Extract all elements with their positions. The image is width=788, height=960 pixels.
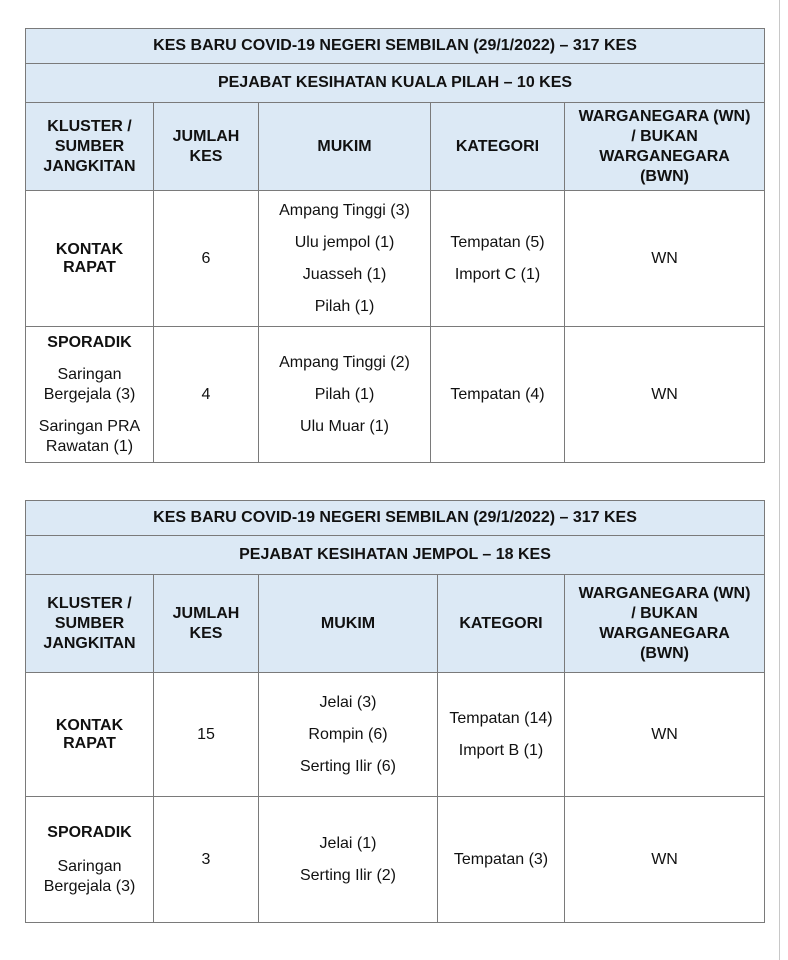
header-mukim: MUKIM [259, 575, 438, 673]
cluster-cell: SPORADIK Saringan Bergejala (3) Saringan PRA Rawatan (1) [26, 327, 154, 463]
office-title: PEJABAT KESIHATAN KUALA PILAH – 10 KES [26, 64, 765, 103]
page-edge-divider [779, 0, 780, 960]
table-title: KES BARU COVID-19 NEGERI SEMBILAN (29/1/2022) – 317 KES [26, 29, 765, 64]
table-title: KES BARU COVID-19 NEGERI SEMBILAN (29/1/2022) – 317 KES [26, 501, 765, 536]
mukim-cell: Jelai (3) Rompin (6) Serting Ilir (6) [259, 673, 438, 797]
table-row [26, 327, 765, 463]
header-warganegara: WARGANEGARA (WN) / BUKAN WARGANEGARA (BWN) [565, 575, 765, 673]
mukim-cell: Jelai (1) Serting Ilir (2) [259, 797, 438, 923]
jumlah-cell: 6 [154, 191, 259, 327]
table-row [26, 673, 765, 797]
kategori-cell: Tempatan (3) [438, 797, 565, 923]
cluster-cell: KONTAK RAPAT [26, 191, 154, 327]
table-row [26, 191, 765, 327]
jumlah-cell: 3 [154, 797, 259, 923]
kategori-cell: Tempatan (4) [431, 327, 565, 463]
header-kategori: KATEGORI [438, 575, 565, 673]
header-jumlah-kes: JUMLAH KES [154, 575, 259, 673]
wn-cell: WN [565, 673, 765, 797]
case-table-kuala-pilah [25, 28, 765, 463]
table-row [26, 797, 765, 923]
header-jumlah-kes: JUMLAH KES [154, 103, 259, 191]
wn-cell: WN [565, 797, 765, 923]
office-title: PEJABAT KESIHATAN JEMPOL – 18 KES [26, 536, 765, 575]
cluster-cell: KONTAK RAPAT [26, 673, 154, 797]
mukim-cell: Ampang Tinggi (2) Pilah (1) Ulu Muar (1) [259, 327, 431, 463]
case-table-jempol [25, 500, 765, 923]
jumlah-cell: 15 [154, 673, 259, 797]
wn-cell: WN [565, 327, 765, 463]
kategori-cell: Tempatan (5) Import C (1) [431, 191, 565, 327]
kategori-cell: Tempatan (14) Import B (1) [438, 673, 565, 797]
header-warganegara: WARGANEGARA (WN) / BUKAN WARGANEGARA (BWN) [565, 103, 765, 191]
header-cluster: KLUSTER / SUMBER JANGKITAN [26, 103, 154, 191]
cluster-cell: SPORADIK Saringan Bergejala (3) [26, 797, 154, 923]
wn-cell: WN [565, 191, 765, 327]
header-kategori: KATEGORI [431, 103, 565, 191]
header-mukim: MUKIM [259, 103, 431, 191]
mukim-cell: Ampang Tinggi (3) Ulu jempol (1) Juasseh (1) Pilah (1) [259, 191, 431, 327]
header-cluster: KLUSTER / SUMBER JANGKITAN [26, 575, 154, 673]
jumlah-cell: 4 [154, 327, 259, 463]
